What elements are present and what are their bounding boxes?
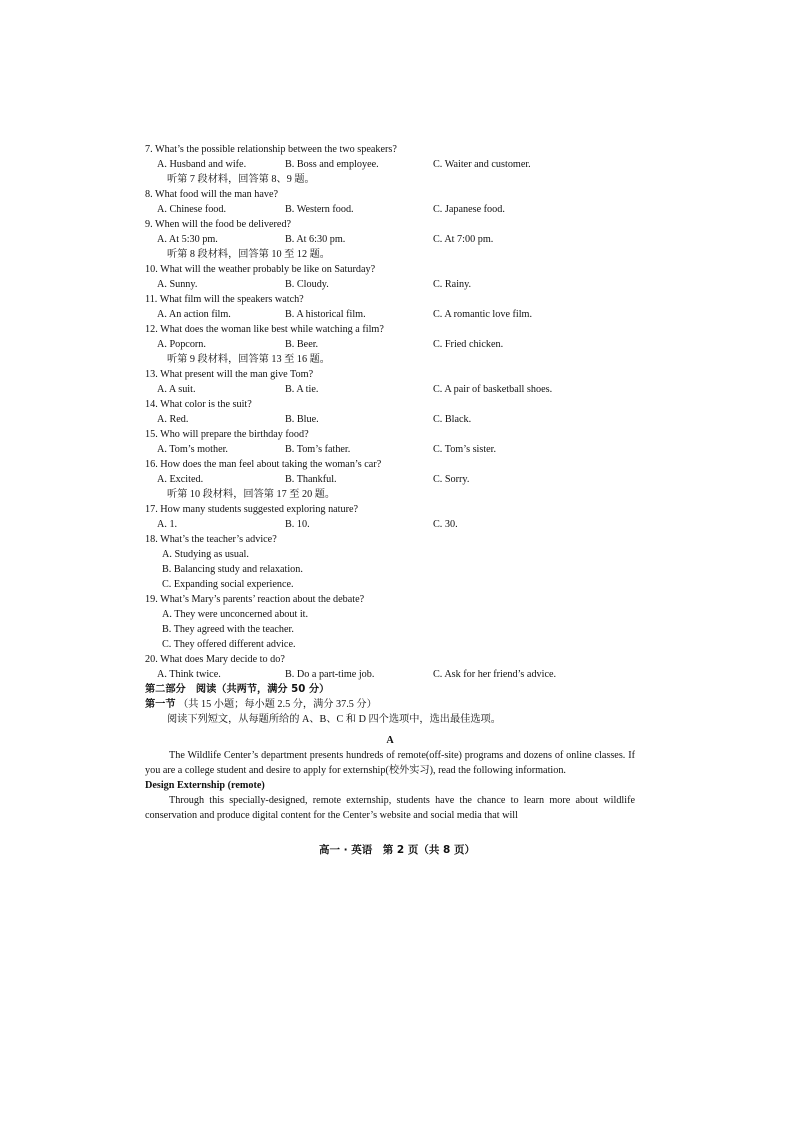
option-a: A. A suit.: [157, 384, 196, 395]
question-10: [145, 262, 635, 292]
option-a: A. Studying as usual.: [162, 549, 249, 560]
options-row: [145, 307, 635, 322]
question-text: 17. How many students suggested exploring nature?: [145, 504, 359, 515]
question-17: [145, 502, 635, 532]
option-c: C. Sorry.: [433, 474, 470, 485]
question-19: [145, 592, 635, 652]
option-a: A. Think twice.: [157, 669, 221, 680]
question-text: 20. What does Mary decide to do?: [145, 654, 285, 665]
option-a: A. Sunny.: [157, 279, 198, 290]
question-text: 13. What present will the man give Tom?: [145, 369, 314, 380]
option-c: C. Japanese food.: [433, 204, 505, 215]
passage-paragraph: The Wildlife Center’s department presents hundreds of remote(off-site) programs and dozens of online classes. If you are a college student and desire to apply for externship(校外实习), read the following information.: [145, 750, 635, 776]
option-c: C. Rainy.: [433, 279, 472, 290]
option-c: C. Expanding social experience.: [162, 579, 294, 590]
question-20: [145, 652, 635, 682]
passage-paragraph: Through this specially-designed, remote externship, students have the chance to learn more about wildlife conservation and produce digital content for the Center’s website and social media that will: [145, 795, 635, 821]
options-row: [145, 157, 635, 172]
options-row: [145, 202, 635, 217]
page-footer: 高一 · 英语 第 2 页（共 8 页）: [318, 844, 476, 856]
question-text: 12. What does the woman like best while watching a film?: [145, 324, 384, 335]
options-row: [145, 412, 635, 427]
option-b: B. Tom’s father.: [285, 444, 351, 455]
option-b: B. At 6:30 pm.: [285, 234, 346, 245]
option-b: B. 10.: [285, 519, 310, 530]
page-content: [145, 142, 635, 823]
options-row: [145, 232, 635, 247]
options-row: [145, 517, 635, 532]
listening-instruction: 听第 9 段材料，回答第 13 至 16 题。: [167, 354, 330, 365]
question-text: 11. What film will the speakers watch?: [145, 294, 304, 305]
question-13: [145, 367, 635, 397]
question-8: [145, 187, 635, 217]
question-16: [145, 457, 635, 487]
listening-instruction: 听第 8 段材料，回答第 10 至 12 题。: [167, 249, 330, 260]
passage-label: A: [386, 735, 394, 746]
option-c: C. Black.: [433, 414, 472, 425]
options-row: [145, 667, 635, 682]
option-a: A. Tom’s mother.: [157, 444, 228, 455]
option-b: B. A historical film.: [285, 309, 366, 320]
question-7: [145, 142, 635, 172]
listening-instruction: 听第 10 段材料，回答第 17 至 20 题。: [167, 489, 336, 500]
options-row: [145, 442, 635, 457]
option-c: C. Waiter and customer.: [433, 159, 531, 170]
question-12: [145, 322, 635, 352]
options-row: [145, 382, 635, 397]
option-b: B. Balancing study and relaxation.: [162, 564, 303, 575]
option-c: C. Fried chicken.: [433, 339, 504, 350]
option-a: A. At 5:30 pm.: [157, 234, 218, 245]
option-a: A. Popcorn.: [157, 339, 206, 350]
option-b: B. They agreed with the teacher.: [162, 624, 294, 635]
reading-instruction: 阅读下列短文，从每题所给的 A、B、C 和 D 四个选项中，选出最佳选项。: [167, 714, 501, 725]
option-c: C. A pair of basketball shoes.: [433, 384, 553, 395]
option-c: C. Tom’s sister.: [433, 444, 497, 455]
question-text: 18. What’s the teacher’s advice?: [145, 534, 277, 545]
option-b: B. Blue.: [285, 414, 319, 425]
option-a: A. They were unconcerned about it.: [162, 609, 309, 620]
options-row: [145, 277, 635, 292]
options-row: [145, 337, 635, 352]
question-text: 15. Who will prepare the birthday food?: [145, 429, 309, 440]
option-b: B. Western food.: [285, 204, 354, 215]
option-b: B. Do a part-time job.: [285, 669, 375, 680]
option-a: A. Chinese food.: [157, 204, 227, 215]
option-c: C. They offered different advice.: [162, 639, 296, 650]
option-b: B. Cloudy.: [285, 279, 329, 290]
section-heading: [145, 697, 635, 712]
option-b: B. A tie.: [285, 384, 319, 395]
section-title: 第一节: [145, 699, 176, 710]
question-text: 7. What’s the possible relationship between the two speakers?: [145, 144, 397, 155]
passage-heading: Design Externship (remote): [145, 780, 265, 791]
option-a: A. Husband and wife.: [157, 159, 247, 170]
option-a: A. Excited.: [157, 474, 204, 485]
option-c: C. 30.: [433, 519, 458, 530]
question-text: 9. When will the food be delivered?: [145, 219, 292, 230]
listening-instruction: 听第 7 段材料，回答第 8、9 题。: [167, 174, 315, 185]
question-15: [145, 427, 635, 457]
option-c: C. A romantic love film.: [433, 309, 533, 320]
question-text: 16. How does the man feel about taking the woman’s car?: [145, 459, 382, 470]
option-b: B. Boss and employee.: [285, 159, 379, 170]
option-c: C. Ask for her friend’s advice.: [433, 669, 557, 680]
section-description: （共 15 小题；每小题 2.5 分，满分 37.5 分）: [178, 699, 377, 710]
option-a: A. 1.: [157, 519, 178, 530]
question-text: 14. What color is the suit?: [145, 399, 252, 410]
option-c: C. At 7:00 pm.: [433, 234, 494, 245]
question-text: 19. What’s Mary’s parents’ reaction about the debate?: [145, 594, 365, 605]
question-9: [145, 217, 635, 247]
question-18: [145, 532, 635, 592]
option-a: A. An action film.: [157, 309, 231, 320]
question-11: [145, 292, 635, 322]
option-a: A. Red.: [157, 414, 189, 425]
options-row: [145, 472, 635, 487]
question-14: [145, 397, 635, 427]
part-heading: 第二部分 阅读（共两节，满分 50 分）: [145, 684, 330, 695]
option-b: B. Beer.: [285, 339, 319, 350]
question-text: 10. What will the weather probably be like on Saturday?: [145, 264, 376, 275]
option-b: B. Thankful.: [285, 474, 337, 485]
question-text: 8. What food will the man have?: [145, 189, 279, 200]
